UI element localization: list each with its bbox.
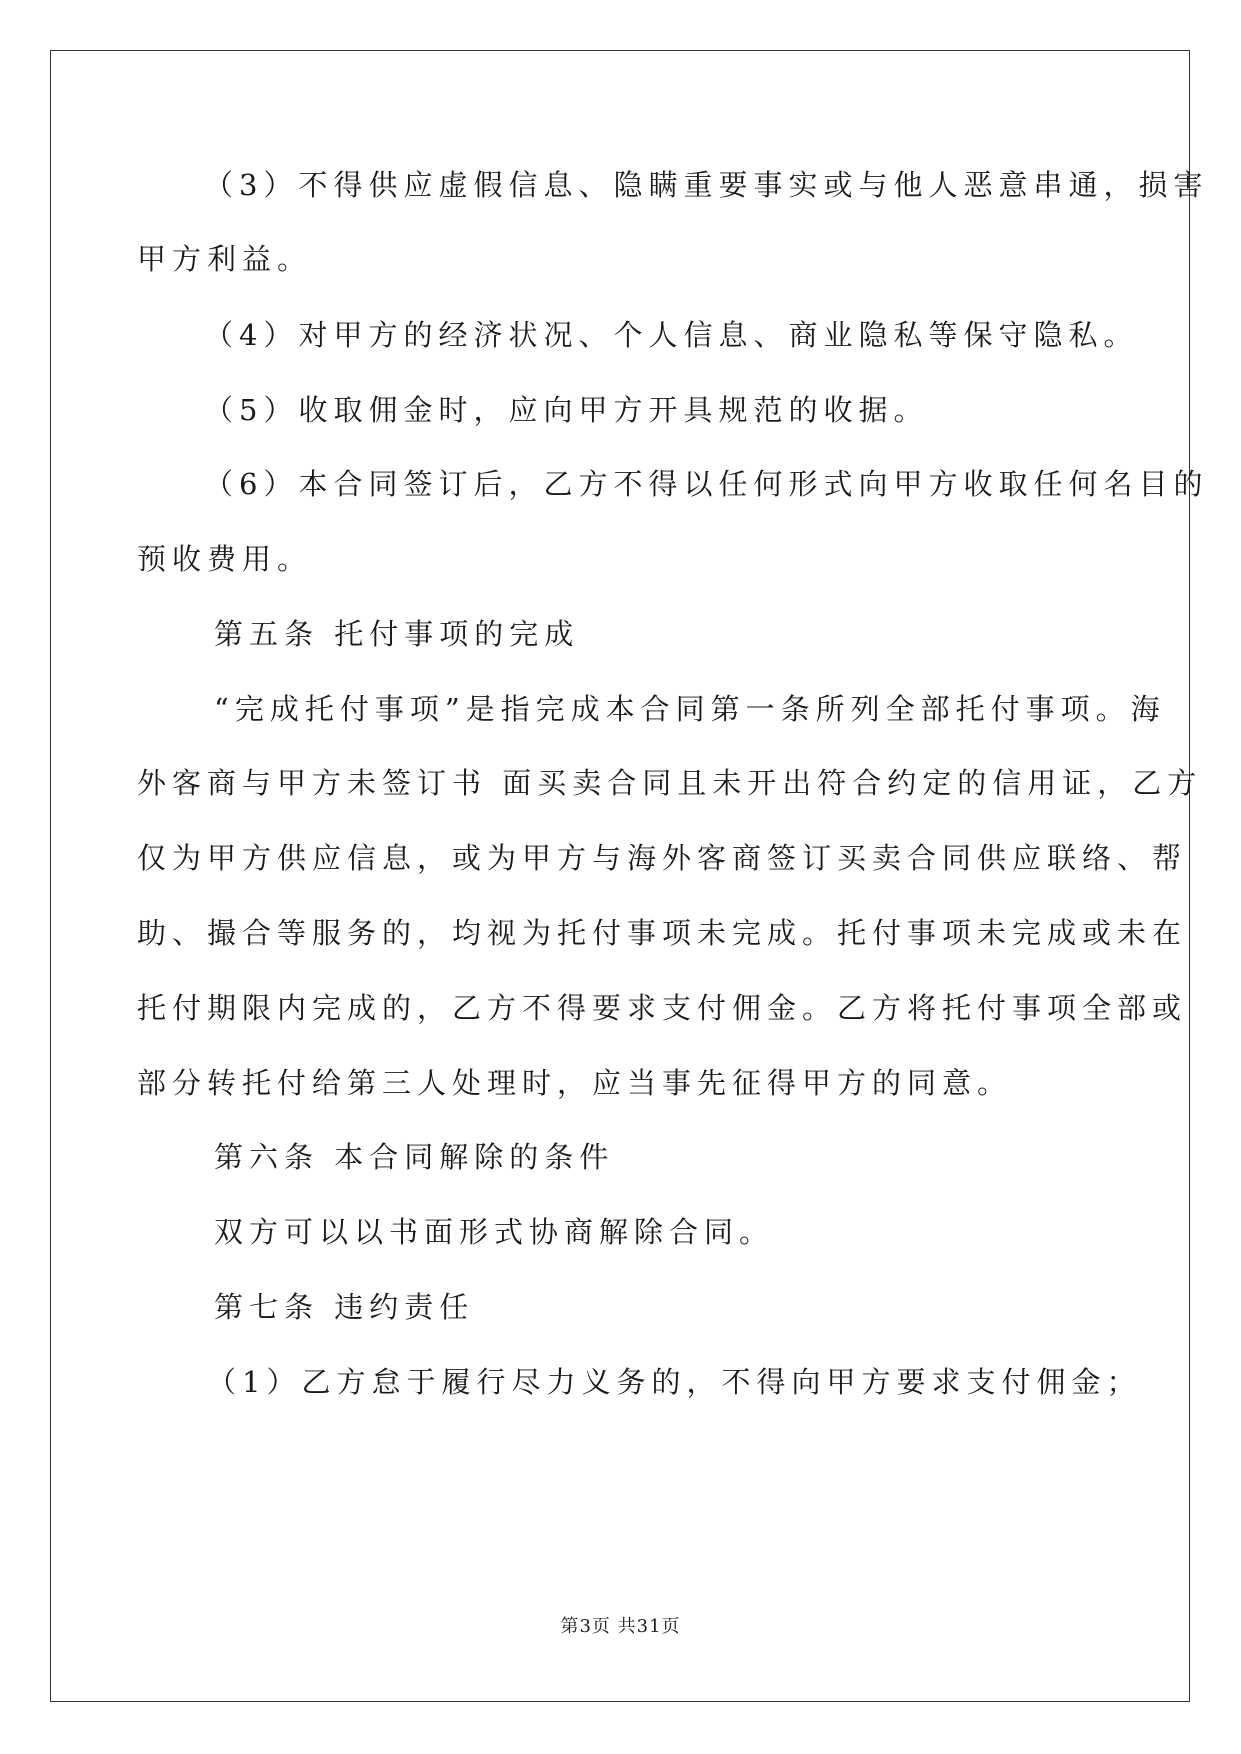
paragraph-line: 部分转托付给第三人处理时，应当事先征得甲方的同意。 [137,1066,1013,1100]
paragraph-line: 双方可以以书面形式协商解除合同。 [214,1215,775,1249]
paragraph-line: （5）收取佣金时，应向甲方开具规范的收据。 [204,393,929,427]
paragraph-line: （6）本合同签订后，乙方不得以任何形式向甲方收取任何名目的 [204,467,1209,501]
paragraph-line: （1）乙方怠于履行尽力义务的，不得向甲方要求支付佣金； [207,1365,1142,1399]
paragraph-line: 甲方利益。 [137,242,313,276]
paragraph-line: 助、撮合等服务的，均视为托付事项未完成。托付事项未完成或未在 [137,916,1188,950]
paragraph-line: “完成托付事项”是指完成本合同第一条所列全部托付事项。海 [214,692,1166,726]
page-number: 第3页 共31页 [560,1616,681,1637]
paragraph-line: 外客商与甲方未签订书 面买卖合同且未开出符合约定的信用证，乙方 [137,766,1203,800]
paragraph-line: （4）对甲方的经济状况、个人信息、商业隐私等保守隐私。 [204,318,1139,352]
paragraph-line: 仅为甲方供应信息，或为甲方与海外客商签订买卖合同供应联络、帮 [137,841,1188,875]
section-heading: 第六条 本合同解除的条件 [214,1140,615,1174]
paragraph-line: （3）不得供应虚假信息、隐瞒重要事实或与他人恶意串通，损害 [204,168,1209,202]
paragraph-line: 托付期限内完成的，乙方不得要求支付佣金。乙方将托付事项全部或 [137,991,1188,1025]
section-heading: 第七条 违约责任 [214,1290,475,1324]
section-heading: 第五条 托付事项的完成 [214,617,580,651]
paragraph-line: 预收费用。 [137,542,313,576]
